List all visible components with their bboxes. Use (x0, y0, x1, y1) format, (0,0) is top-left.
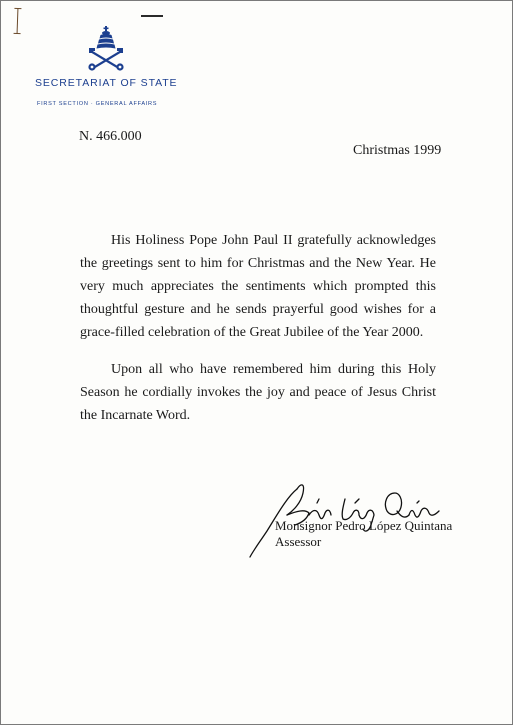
body-paragraph-1: His Holiness Pope John Paul II gratefully acknowledges the greetings sent to him for Christmas and the New Year. He very much appreciates the sentiments which prompted this thoughtful gesture and he sends prayerful good wishes for a grace-filled celebration of the Great Jubilee of the Year 2000. (80, 233, 436, 340)
letter-date: Christmas 1999 (353, 143, 442, 158)
papal-crest-icon (85, 26, 127, 72)
reference-number: N. 466.000 (79, 129, 142, 144)
ink-dash-mark (141, 15, 163, 17)
letterhead-section: FIRST SECTION · GENERAL AFFAIRS (37, 101, 158, 107)
body-paragraph-2: Upon all who have remembered him during this Holy Season he cordially invokes the joy and peace of Jesus Christ the Incarnate Word. (80, 362, 436, 423)
signatory-title: Assessor (275, 534, 322, 549)
signatory-name: Monsignor Pedro López Quintana (275, 518, 453, 533)
pencil-mark (17, 8, 19, 34)
letterhead-organization: SECRETARIAT OF STATE (35, 77, 178, 89)
